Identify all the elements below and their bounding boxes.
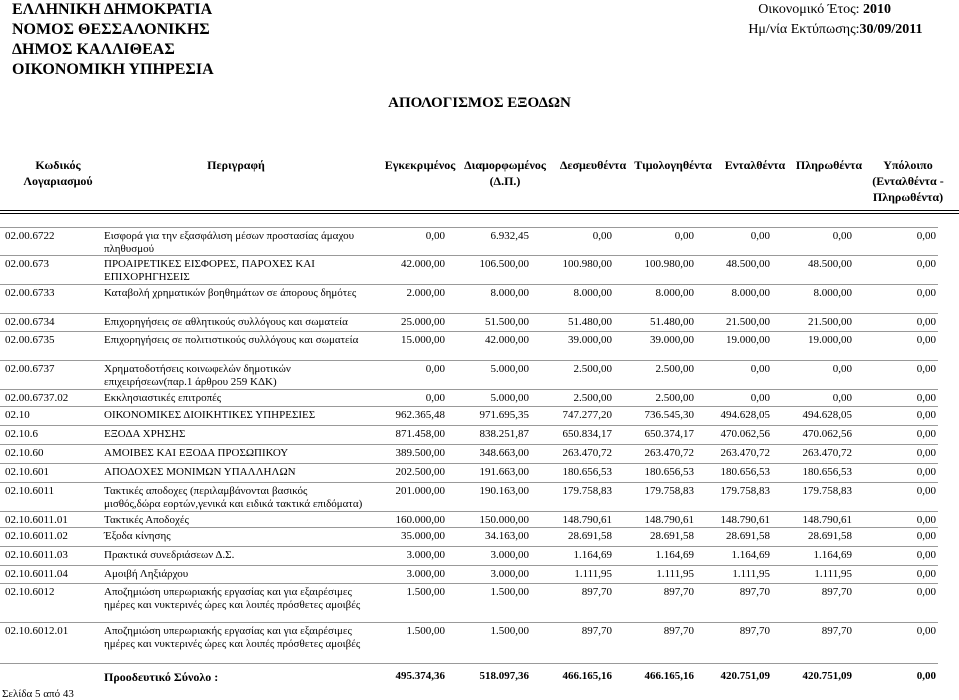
amount-cell: 2.500,00 — [573, 363, 612, 375]
amount-cell: 39.000,00 — [568, 334, 612, 346]
account-code: 02.10.6012.01 — [5, 625, 69, 637]
organization-header — [12, 0, 214, 80]
amount-cell: 650.374,17 — [644, 428, 694, 440]
row-separator — [0, 331, 938, 332]
amount-cell: 190.163,00 — [479, 485, 529, 497]
amount-cell: 897,70 — [739, 625, 770, 637]
amount-cell: 1.111,95 — [574, 568, 612, 580]
total-amount: 420.751,09 — [802, 670, 852, 682]
total-amount: 466.165,16 — [644, 670, 694, 682]
account-description: Αμοιβή Ληξιάρχου — [104, 568, 189, 580]
amount-cell: 0,00 — [592, 230, 612, 242]
account-description: Επιχορηγήσεις σε πολιτιστικούς συλλόγους και σωματεία — [104, 334, 359, 346]
amount-cell: 42.000,00 — [401, 258, 445, 270]
row-separator — [0, 360, 938, 361]
account-description: Εισφορά για την εξασφάλιση μέσων προστασίας άμαχου πληθυσμού — [104, 230, 355, 255]
fiscal-year: 2010 — [863, 2, 891, 17]
account-code: 02.00.673 — [5, 258, 49, 270]
account-code: 02.10.6011 — [5, 485, 55, 497]
row-separator — [0, 663, 938, 664]
amount-cell: 160.000,00 — [395, 514, 445, 526]
amount-cell: 179.758,83 — [720, 485, 770, 497]
amount-cell: 470.062,56 — [802, 428, 852, 440]
amount-cell: 263.470,72 — [720, 447, 770, 459]
amount-cell: 21.500,00 — [726, 316, 770, 328]
amount-cell: 0,00 — [832, 363, 852, 375]
amount-cell: 0,00 — [916, 363, 936, 375]
amount-cell: 0,00 — [916, 392, 936, 404]
amount-cell: 494.628,05 — [720, 409, 770, 421]
account-description: ΟΙΚΟΝΟΜΙΚΕΣ ΔΙΟΙΚΗΤΙΚΕΣ ΥΠΗΡΕΣΙΕΣ — [104, 409, 316, 421]
amount-cell: 3.000,00 — [406, 568, 445, 580]
row-separator — [0, 546, 938, 547]
amount-cell: 838.251,87 — [479, 428, 529, 440]
amount-cell: 0,00 — [832, 230, 852, 242]
account-description: Τακτικές αποδοχες (περιλαμβάνονται βασικός μισθός,δώρα εορτών,γενικά και ειδικά τακτικά επιδόματα) — [104, 485, 363, 510]
account-description: ΑΜΟΙΒΕΣ ΚΑΙ ΕΞΟΔΑ ΠΡΟΣΩΠΙΚΟΥ — [104, 447, 289, 459]
amount-cell: 39.000,00 — [650, 334, 694, 346]
amount-cell: 191.663,00 — [479, 466, 529, 478]
account-description: Επιχορηγήσεις σε αθλητικούς συλλόγους και σωματεία — [104, 316, 348, 328]
amount-cell: 1.500,00 — [490, 625, 529, 637]
row-separator — [0, 227, 938, 228]
row-separator — [0, 255, 938, 256]
account-description: Αποζημιώση υπερωριακής εργασίας και για εξαιρέσιμες ημέρες και νυκτερινές ώρες και λοιπές πρόσθετες αμοιβές — [104, 625, 361, 650]
account-code: 02.10.6011.03 — [5, 549, 68, 561]
amount-cell: 0,00 — [916, 447, 936, 459]
amount-cell: 0,00 — [916, 586, 936, 598]
document-meta — [720, 0, 950, 40]
account-code: 02.00.6737.02 — [5, 392, 69, 404]
amount-cell: 263.470,72 — [644, 447, 694, 459]
amount-cell: 0,00 — [916, 409, 936, 421]
amount-cell: 897,70 — [739, 586, 770, 598]
amount-cell: 180.656,53 — [720, 466, 770, 478]
amount-cell: 0,00 — [916, 230, 936, 242]
amount-cell: 0,00 — [916, 334, 936, 346]
fiscal-year-label: Οικονομικό Έτος: — [758, 2, 860, 17]
account-description: Τακτικές Αποδοχές — [104, 514, 189, 526]
amount-cell: 0,00 — [750, 363, 770, 375]
account-code: 02.10.6012 — [5, 586, 55, 598]
amount-cell: 897,70 — [821, 625, 852, 637]
amount-cell: 8.000,00 — [655, 287, 694, 299]
account-description: ΕΞΟΔΑ ΧΡΗΣΗΣ — [104, 428, 186, 440]
amount-cell: 1.500,00 — [406, 586, 445, 598]
amount-cell: 34.163,00 — [485, 530, 529, 542]
amount-cell: 148.790,61 — [720, 514, 770, 526]
report-title: ΑΠΟΛΟΓΙΣΜΟΣ ΕΞΟΔΩΝ — [388, 95, 571, 111]
account-code: 02.10.60 — [5, 447, 44, 459]
row-separator — [0, 482, 938, 483]
row-separator — [0, 389, 938, 390]
amount-cell: 28.691,58 — [650, 530, 694, 542]
amount-cell: 1.111,95 — [656, 568, 694, 580]
account-code: 02.10.6011.04 — [5, 568, 68, 580]
amount-cell: 0,00 — [916, 549, 936, 561]
org-line: ΕΛΛΗΝΙΚΗ ΔΗΜΟΚΡΑΤΙΑ — [12, 1, 213, 18]
amount-cell: 736.545,30 — [644, 409, 694, 421]
col-header-mandated: Ενταλθέντα — [724, 158, 786, 172]
amount-cell: 389.500,00 — [395, 447, 445, 459]
amount-cell: 28.691,58 — [808, 530, 852, 542]
amount-cell: 5.000,00 — [490, 363, 529, 375]
row-separator — [0, 565, 938, 566]
amount-cell: 100.980,00 — [562, 258, 612, 270]
row-separator — [0, 444, 938, 445]
amount-cell: 1.164,69 — [573, 549, 612, 561]
row-separator — [0, 425, 938, 426]
page-indicator: Σελίδα 5 από 43 — [2, 688, 74, 700]
amount-cell: 48.500,00 — [808, 258, 852, 270]
amount-cell: 150.000,00 — [479, 514, 529, 526]
amount-cell: 897,70 — [821, 586, 852, 598]
amount-cell: 148.790,61 — [802, 514, 852, 526]
amount-cell: 2.500,00 — [573, 392, 612, 404]
amount-cell: 1.164,69 — [655, 549, 694, 561]
amount-cell: 0,00 — [750, 230, 770, 242]
amount-cell: 8.000,00 — [573, 287, 612, 299]
amount-cell: 0,00 — [916, 287, 936, 299]
amount-cell: 51.480,00 — [650, 316, 694, 328]
amount-cell: 897,70 — [581, 586, 612, 598]
amount-cell: 180.656,53 — [562, 466, 612, 478]
amount-cell: 747.277,20 — [562, 409, 612, 421]
amount-cell: 962.365,48 — [395, 409, 445, 421]
org-line: ΝΟΜΟΣ ΘΕΣΣΑΛΟΝΙΚΗΣ — [12, 21, 210, 38]
amount-cell: 2.000,00 — [406, 287, 445, 299]
col-header-code: Κωδικός Λογαριασμού — [23, 158, 93, 188]
amount-cell: 3.000,00 — [490, 568, 529, 580]
amount-cell: 148.790,61 — [644, 514, 694, 526]
amount-cell: 0,00 — [916, 514, 936, 526]
total-amount: 495.374,36 — [395, 670, 445, 682]
col-header-description: Περιγραφή — [207, 158, 265, 172]
amount-cell: 148.790,61 — [562, 514, 612, 526]
row-separator — [0, 622, 938, 623]
total-amount: 466.165,16 — [562, 670, 612, 682]
amount-cell: 42.000,00 — [485, 334, 529, 346]
col-header-committed: Δεσμευθέντα — [559, 158, 627, 172]
org-line: ΟΙΚΟΝΟΜΙΚΗ ΥΠΗΡΕΣΙΑ — [12, 61, 214, 78]
amount-cell: 348.663,00 — [479, 447, 529, 459]
amount-cell: 0,00 — [916, 258, 936, 270]
amount-cell: 0,00 — [425, 230, 445, 242]
account-description: ΠΡΟΑΙΡΕΤΙΚΕΣ ΕΙΣΦΟΡΕΣ, ΠΑΡΟΧΕΣ ΚΑΙ ΕΠΙΧΟΡΗΓΗΣΕΙΣ — [104, 258, 315, 283]
running-total-label: Προοδευτικό Σύνολο : — [104, 670, 219, 684]
total-amount: 0,00 — [916, 670, 936, 682]
amount-cell: 0,00 — [916, 316, 936, 328]
amount-cell: 0,00 — [674, 230, 694, 242]
amount-cell: 48.500,00 — [726, 258, 770, 270]
amount-cell: 0,00 — [916, 428, 936, 440]
amount-cell: 0,00 — [425, 392, 445, 404]
account-code: 02.10 — [5, 409, 30, 421]
amount-cell: 0,00 — [916, 625, 936, 637]
account-description: Καταβολή χρηματικών βοηθημάτων σε άπορους δημότες — [104, 287, 357, 299]
amount-cell: 1.111,95 — [814, 568, 852, 580]
amount-cell: 0,00 — [916, 568, 936, 580]
amount-cell: 180.656,53 — [802, 466, 852, 478]
account-code: 02.00.6734 — [5, 316, 55, 328]
amount-cell: 3.000,00 — [490, 549, 529, 561]
amount-cell: 8.000,00 — [731, 287, 770, 299]
account-description: Χρηματοδοτήσεις κοινωφελών δημοτικών επιχειρήσεων(παρ.1 άρθρου 259 ΚΔΚ) — [104, 363, 291, 388]
amount-cell: 35.000,00 — [401, 530, 445, 542]
amount-cell: 28.691,58 — [568, 530, 612, 542]
amount-cell: 0,00 — [425, 363, 445, 375]
row-separator — [0, 583, 938, 584]
row-separator — [0, 284, 938, 285]
account-description: Πρακτικά συνεδριάσεων Δ.Σ. — [104, 549, 235, 561]
amount-cell: 179.758,83 — [644, 485, 694, 497]
amount-cell: 5.000,00 — [490, 392, 529, 404]
amount-cell: 1.500,00 — [490, 586, 529, 598]
amount-cell: 2.500,00 — [655, 392, 694, 404]
amount-cell: 51.500,00 — [485, 316, 529, 328]
account-code: 02.10.6 — [5, 428, 38, 440]
amount-cell: 0,00 — [916, 485, 936, 497]
row-separator — [0, 527, 938, 528]
row-separator — [0, 511, 938, 512]
amount-cell: 8.000,00 — [490, 287, 529, 299]
amount-cell: 0,00 — [916, 530, 936, 542]
amount-cell: 202.500,00 — [395, 466, 445, 478]
amount-cell: 871.458,00 — [395, 428, 445, 440]
amount-cell: 1.111,95 — [732, 568, 770, 580]
amount-cell: 0,00 — [916, 466, 936, 478]
col-header-balance: Υπόλοιπο (Ενταλθέντα - Πληρωθέντα) — [872, 158, 944, 204]
amount-cell: 106.500,00 — [479, 258, 529, 270]
account-code: 02.00.6733 — [5, 287, 55, 299]
amount-cell: 180.656,53 — [644, 466, 694, 478]
account-description: ΑΠΟΔΟΧΕΣ ΜΟΝΙΜΩΝ ΥΠΑΛΛΗΛΩΝ — [104, 466, 296, 478]
amount-cell: 15.000,00 — [401, 334, 445, 346]
account-code: 02.10.6011.02 — [5, 530, 68, 542]
amount-cell: 897,70 — [663, 625, 694, 637]
amount-cell: 19.000,00 — [808, 334, 852, 346]
amount-cell: 25.000,00 — [401, 316, 445, 328]
total-amount: 518.097,36 — [479, 670, 529, 682]
amount-cell: 263.470,72 — [802, 447, 852, 459]
col-header-invoiced: Τιμολογηθέντα — [634, 158, 712, 172]
amount-cell: 263.470,72 — [562, 447, 612, 459]
row-separator — [0, 313, 938, 314]
amount-cell: 100.980,00 — [644, 258, 694, 270]
account-code: 02.10.601 — [5, 466, 49, 478]
amount-cell: 21.500,00 — [808, 316, 852, 328]
amount-cell: 28.691,58 — [726, 530, 770, 542]
amount-cell: 897,70 — [581, 625, 612, 637]
print-date-label: Ημ/νία Εκτύπωσης: — [748, 22, 860, 37]
amount-cell: 19.000,00 — [726, 334, 770, 346]
amount-cell: 0,00 — [750, 392, 770, 404]
header-rule — [0, 210, 959, 211]
org-line: ΔΗΜΟΣ ΚΑΛΛΙΘΕΑΣ — [12, 41, 175, 58]
header-rule — [0, 213, 959, 214]
account-code: 02.00.6722 — [5, 230, 55, 242]
amount-cell: 470.062,56 — [720, 428, 770, 440]
amount-cell: 1.164,69 — [813, 549, 852, 561]
amount-cell: 201.000,00 — [395, 485, 445, 497]
amount-cell: 1.164,69 — [731, 549, 770, 561]
account-code: 02.00.6737 — [5, 363, 55, 375]
amount-cell: 897,70 — [663, 586, 694, 598]
amount-cell: 1.500,00 — [406, 625, 445, 637]
account-code: 02.10.6011.01 — [5, 514, 68, 526]
amount-cell: 179.758,83 — [562, 485, 612, 497]
amount-cell: 971.695,35 — [479, 409, 529, 421]
total-amount: 420.751,09 — [720, 670, 770, 682]
amount-cell: 494.628,05 — [802, 409, 852, 421]
col-header-modified: Διαμορφωμένος (Δ.Π.) — [464, 158, 546, 188]
account-description: Έξοδα κίνησης — [104, 530, 171, 542]
amount-cell: 0,00 — [832, 392, 852, 404]
amount-cell: 2.500,00 — [655, 363, 694, 375]
account-description: Αποζημιώση υπερωριακής εργασίας και για εξαιρέσιμες ημέρες και νυκτερινές ώρες και λοιπές πρόσθετες αμοιβές — [104, 586, 361, 611]
amount-cell: 8.000,00 — [813, 287, 852, 299]
col-header-approved: Εγκεκριμένος — [384, 158, 456, 172]
amount-cell: 179.758,83 — [802, 485, 852, 497]
row-separator — [0, 463, 938, 464]
row-separator — [0, 406, 938, 407]
amount-cell: 51.480,00 — [568, 316, 612, 328]
amount-cell: 6.932,45 — [490, 230, 529, 242]
account-description: Εκκλησιαστικές επιτροπές — [104, 392, 222, 404]
col-header-paid: Πληρωθέντα — [795, 158, 863, 172]
amount-cell: 3.000,00 — [406, 549, 445, 561]
amount-cell: 650.834,17 — [562, 428, 612, 440]
print-date: 30/09/2011 — [859, 22, 923, 37]
account-code: 02.00.6735 — [5, 334, 55, 346]
